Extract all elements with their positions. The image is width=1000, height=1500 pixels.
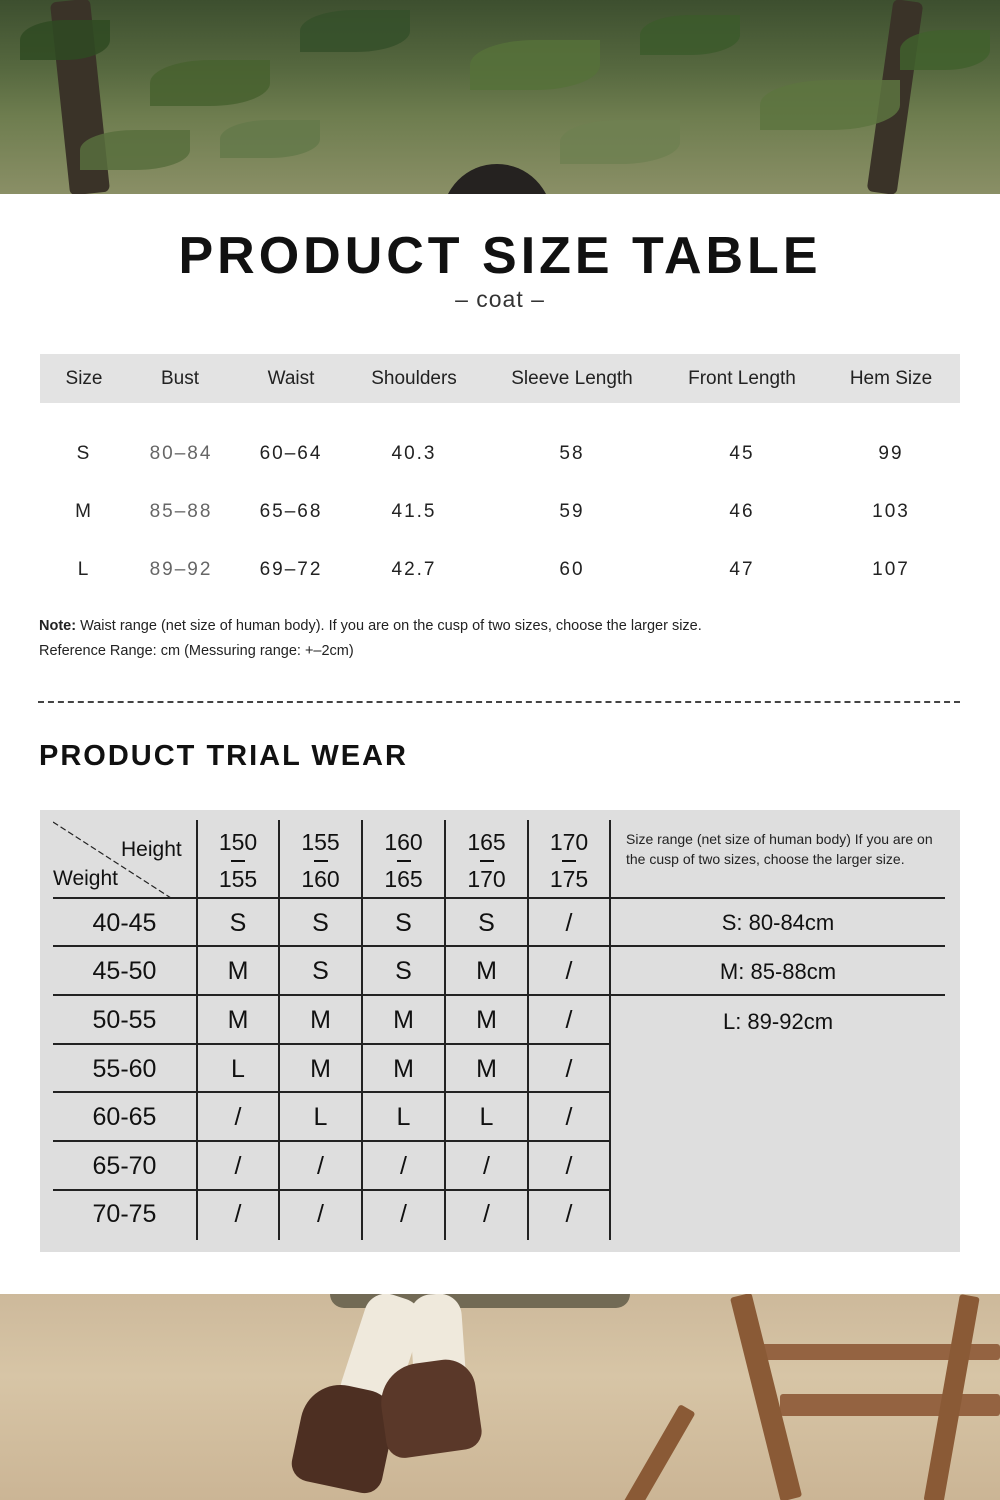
- cell-sleeve-length: 58: [559, 443, 585, 464]
- size-cell: M: [227, 1006, 249, 1034]
- size-cell: M: [476, 957, 497, 985]
- size-cell: /: [400, 1152, 407, 1180]
- table-row: [40, 492, 960, 532]
- header-size: Size: [65, 368, 103, 389]
- cell-front-length: 46: [729, 501, 755, 522]
- height-header: [198, 824, 278, 898]
- weight-cell: 60-65: [92, 1103, 157, 1131]
- height-from: 160: [384, 829, 423, 855]
- height-from: 165: [467, 829, 506, 855]
- cell-waist: 60–64: [259, 443, 323, 464]
- cell-shoulders: 40.3: [391, 443, 437, 464]
- size-cell: /: [483, 1200, 490, 1228]
- height-from: 155: [301, 829, 340, 855]
- header-front-length: Front Length: [688, 368, 796, 389]
- size-cell: M: [476, 1055, 497, 1083]
- size-cell: /: [565, 957, 573, 985]
- page-subtitle: – coat –: [455, 286, 545, 312]
- size-cell: L: [313, 1103, 328, 1131]
- bottom-shoes-photo: [0, 1294, 1000, 1500]
- size-cell: M: [227, 957, 249, 985]
- cell-hem-size: 103: [872, 501, 910, 522]
- weight-cell: 55-60: [92, 1055, 157, 1083]
- height-header: [363, 824, 444, 898]
- size-cell: S: [229, 909, 247, 937]
- cell-bust: 89–92: [149, 559, 213, 580]
- header-shoulders: Shoulders: [371, 368, 457, 389]
- height-to: 170: [467, 866, 506, 892]
- cell-shoulders: 42.7: [391, 559, 437, 580]
- size-cell: /: [317, 1152, 324, 1180]
- size-cell: /: [565, 1103, 573, 1131]
- size-cell: M: [393, 1006, 414, 1034]
- size-cell: M: [393, 1055, 414, 1083]
- size-cell: M: [310, 1055, 331, 1083]
- page-title: PRODUCT SIZE TABLE: [178, 227, 822, 285]
- table-row: [40, 434, 960, 474]
- size-cell: S: [312, 957, 329, 985]
- cell-sleeve-length: 60: [559, 559, 585, 580]
- size-range-note: Size range (net size of human body) If you are on the cusp of two sizes, choose the larger size.: [626, 831, 933, 867]
- size-cell: S: [312, 909, 329, 937]
- weight-cell: 45-50: [92, 957, 157, 985]
- cell-front-length: 45: [729, 443, 755, 464]
- height-header: [529, 824, 609, 898]
- weight-cell: 65-70: [92, 1152, 157, 1180]
- size-cell: /: [565, 1152, 573, 1180]
- size-cell: /: [565, 909, 573, 937]
- cell-bust: 80–84: [149, 443, 213, 464]
- size-cell: M: [310, 1006, 331, 1034]
- note-label: Note:: [39, 618, 77, 634]
- note-text: Waist range (net size of human body). If you are on the cusp of two sizes, choose the larger size.: [76, 618, 702, 634]
- size-cell: /: [400, 1200, 407, 1228]
- height-header: [446, 824, 527, 898]
- header-bust: Bust: [160, 368, 200, 389]
- header-waist: Waist: [267, 368, 315, 389]
- cell-size: L: [77, 559, 91, 580]
- reference-range: Reference Range: cm (Messuring range: +–2cm): [39, 643, 354, 659]
- height-to: 160: [301, 866, 340, 892]
- weight-label: Weight: [53, 867, 118, 890]
- cell-bust: 85–88: [149, 501, 213, 522]
- cell-hem-size: 99: [878, 443, 904, 464]
- size-cell: L: [231, 1055, 245, 1083]
- size-cell: /: [565, 1055, 573, 1083]
- size-cell: /: [234, 1103, 242, 1131]
- top-foliage-photo: [0, 0, 1000, 194]
- size-cell: /: [234, 1200, 242, 1228]
- size-note: [39, 618, 702, 634]
- height-from: 170: [549, 829, 589, 855]
- size-cell: L: [479, 1103, 494, 1131]
- size-cell: S: [395, 957, 412, 985]
- size-cell: /: [565, 1200, 573, 1228]
- cell-waist: 65–68: [259, 501, 323, 522]
- range-medium: M: 85-88cm: [719, 959, 837, 984]
- trial-wear-title: PRODUCT TRIAL WEAR: [39, 740, 408, 772]
- size-cell: S: [478, 909, 495, 937]
- height-header: [280, 824, 361, 898]
- size-table-header: [40, 354, 960, 403]
- size-cell: /: [565, 1006, 573, 1034]
- size-cell: /: [234, 1152, 242, 1180]
- size-cell: S: [395, 909, 412, 937]
- table-row: [40, 550, 960, 590]
- dashed-divider: [38, 701, 960, 703]
- range-small: S: 80-84cm: [721, 910, 835, 935]
- cell-waist: 69–72: [259, 559, 323, 580]
- size-cell: M: [476, 1006, 497, 1034]
- size-cell: /: [483, 1152, 490, 1180]
- range-large: L: 89-92cm: [722, 1009, 834, 1034]
- size-cell: L: [396, 1103, 411, 1131]
- cell-hem-size: 107: [872, 559, 910, 580]
- cell-front-length: 47: [729, 559, 755, 580]
- header-sleeve-length: Sleeve Length: [511, 368, 633, 389]
- height-label: Height: [121, 838, 182, 861]
- header-hem-size: Hem Size: [849, 368, 933, 389]
- size-cell: /: [317, 1200, 324, 1228]
- model-head: [442, 164, 552, 194]
- height-from: 150: [218, 829, 258, 855]
- height-to: 175: [549, 866, 589, 892]
- cell-sleeve-length: 59: [559, 501, 585, 522]
- weight-cell: 50-55: [92, 1006, 157, 1034]
- weight-cell: 70-75: [92, 1200, 157, 1228]
- height-to: 155: [218, 866, 258, 892]
- height-to: 165: [384, 866, 423, 892]
- weight-cell: 40-45: [92, 909, 157, 937]
- cell-size: S: [76, 443, 92, 464]
- cell-shoulders: 41.5: [391, 501, 437, 522]
- cell-size: M: [75, 501, 93, 522]
